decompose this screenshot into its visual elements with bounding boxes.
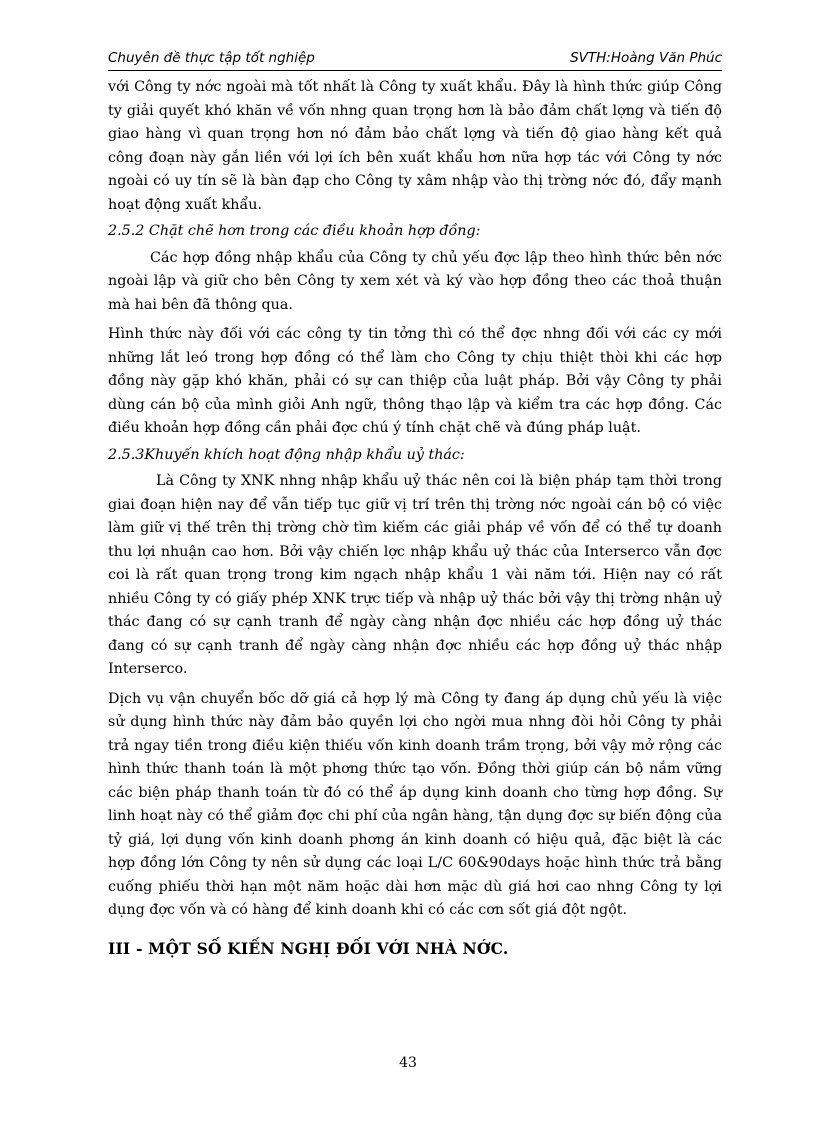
document-body: [108, 76, 722, 960]
header-author: SVTH:Hoàng Văn Phúc: [570, 50, 722, 66]
heading-2-5-3: 2.5.3Khuyến khích hoạt động nhập khẩu uỷ thác:: [108, 446, 465, 463]
page-header: [108, 50, 722, 70]
paragraph-5: Dịch vụ vận chuyển bốc dỡ giá cả hợp lý mà Công ty đang áp dụng chủ yếu là việc sử dụng hình thức này đảm bảo quyền lợi cho ngời mua nhng đòi hỏi Công ty phải trả ngay tiền trong điều kiện thiếu vốn kinh doanh trầm trọng, bởi vậy mở rộng các hình thức thanh toán là một phơng thức tạo vốn. Đồng thời giúp cán bộ nắm vững các biện pháp thanh toán từ đó có thể áp dụng kinh doanh cho từng hợp đồng. Sự linh hoạt này có thể giảm đợc chi phí của ngân hàng, tận dụng đợc sự biến động của tỷ giá, lợi dụng vốn kinh doanh phơng án kinh doanh có hiệu quả, đặc biệt là các hợp đồng lớn Công ty nên sử dụng các loại L/C 60&90days hoặc hình thức trả bằng cuống phiếu thời hạn một năm hoặc dài hơn mặc dù giá hơi cao nhng Công ty lợi dụng đợc vốn và có hàng để kinh doanh khi có các cơn sốt giá đột ngột.: [108, 690, 722, 918]
paragraph-2: Các hợp đồng nhập khẩu của Công ty chủ yếu đợc lập theo hình thức bên nớc ngoài lập và giữ cho bên Công ty xem xét và ký vào hợp đồng theo các thoả thuận mà hai bên đã thông qua.: [108, 249, 722, 313]
header-divider: [108, 70, 722, 71]
paragraph-1: với Công ty nớc ngoài mà tốt nhất là Công ty xuất khẩu. Đây là hình thức giúp Công ty giải quyết khó khăn về vốn nhng quan trọng hơn là bảo đảm chất lợng và tiến độ giao hàng vì quan trọng hơn nó đảm bảo chất lợng và tiến độ giao hàng kết quả công đoạn này gắn liền với lợi ích bên xuất khẩu hơn nữa hợp tác với Công ty nớc ngoài có uy tín sẽ là bàn đạp cho Công ty xâm nhập vào thị trờng nớc đó, đẩy mạnh hoạt động xuất khẩu.: [108, 79, 722, 213]
paragraph-4: Là Công ty XNK nhng nhập khẩu uỷ thác nên coi là biện pháp tạm thời trong giai đoạn hiện nay để vẫn tiếp tục giữ vị trí trên thị trờng nớc ngoài cán bộ có việc làm giữ vị thế trên thị trờng chờ tìm kiếm các giải pháp về vốn để có thể tự doanh thu lợi nhuận cao hơn. Bởi vậy chiến lợc nhập khẩu uỷ thác của Interserco vẫn đợc coi là rất quan trọng trong kim ngạch nhập khẩu 1 vài năm tới. Hiện nay có rất nhiều Công ty có giấy phép XNK trực tiếp và nhập uỷ thác bởi vậy thị trờng nhận uỷ thác đang có sự cạnh tranh để ngày càng nhận đợc nhiều các hợp đồng uỷ thác đang có sự cạnh tranh để ngày càng nhận đợc nhiều các hợp đồng uỷ thác nhập Interserco.: [108, 473, 722, 677]
heading-2-5-2: 2.5.2 Chặt chẽ hơn trong các điều khoản hợp đồng:: [108, 223, 481, 239]
paragraph-3: Hình thức này đối với các công ty tin tởng thì có thể đợc nhng đối với các cy mới những lắt leó trong hợp đồng có thể làm cho Công ty chịu thiệt thòi khi các hợp đồng này gặp khó khăn, phải có sự can thiệp của luật pháp. Bởi vậy Công ty phải dùng cán bộ của mình giỏi Anh ngữ, thông thạo lập và kiểm tra các hợp đồng. Các điều khoản hợp đồng cần phải đợc chú ý tính chặt chẽ và đúng pháp luật.: [108, 326, 722, 436]
section-heading-iii: III - MỘT SỐ KIẾN NGHỊ ĐỐI VỚI NHÀ NỚC.: [108, 938, 509, 958]
header-title: Chuyên đề thực tập tốt nghiệp: [108, 50, 315, 66]
page-number: 43: [399, 1055, 417, 1071]
